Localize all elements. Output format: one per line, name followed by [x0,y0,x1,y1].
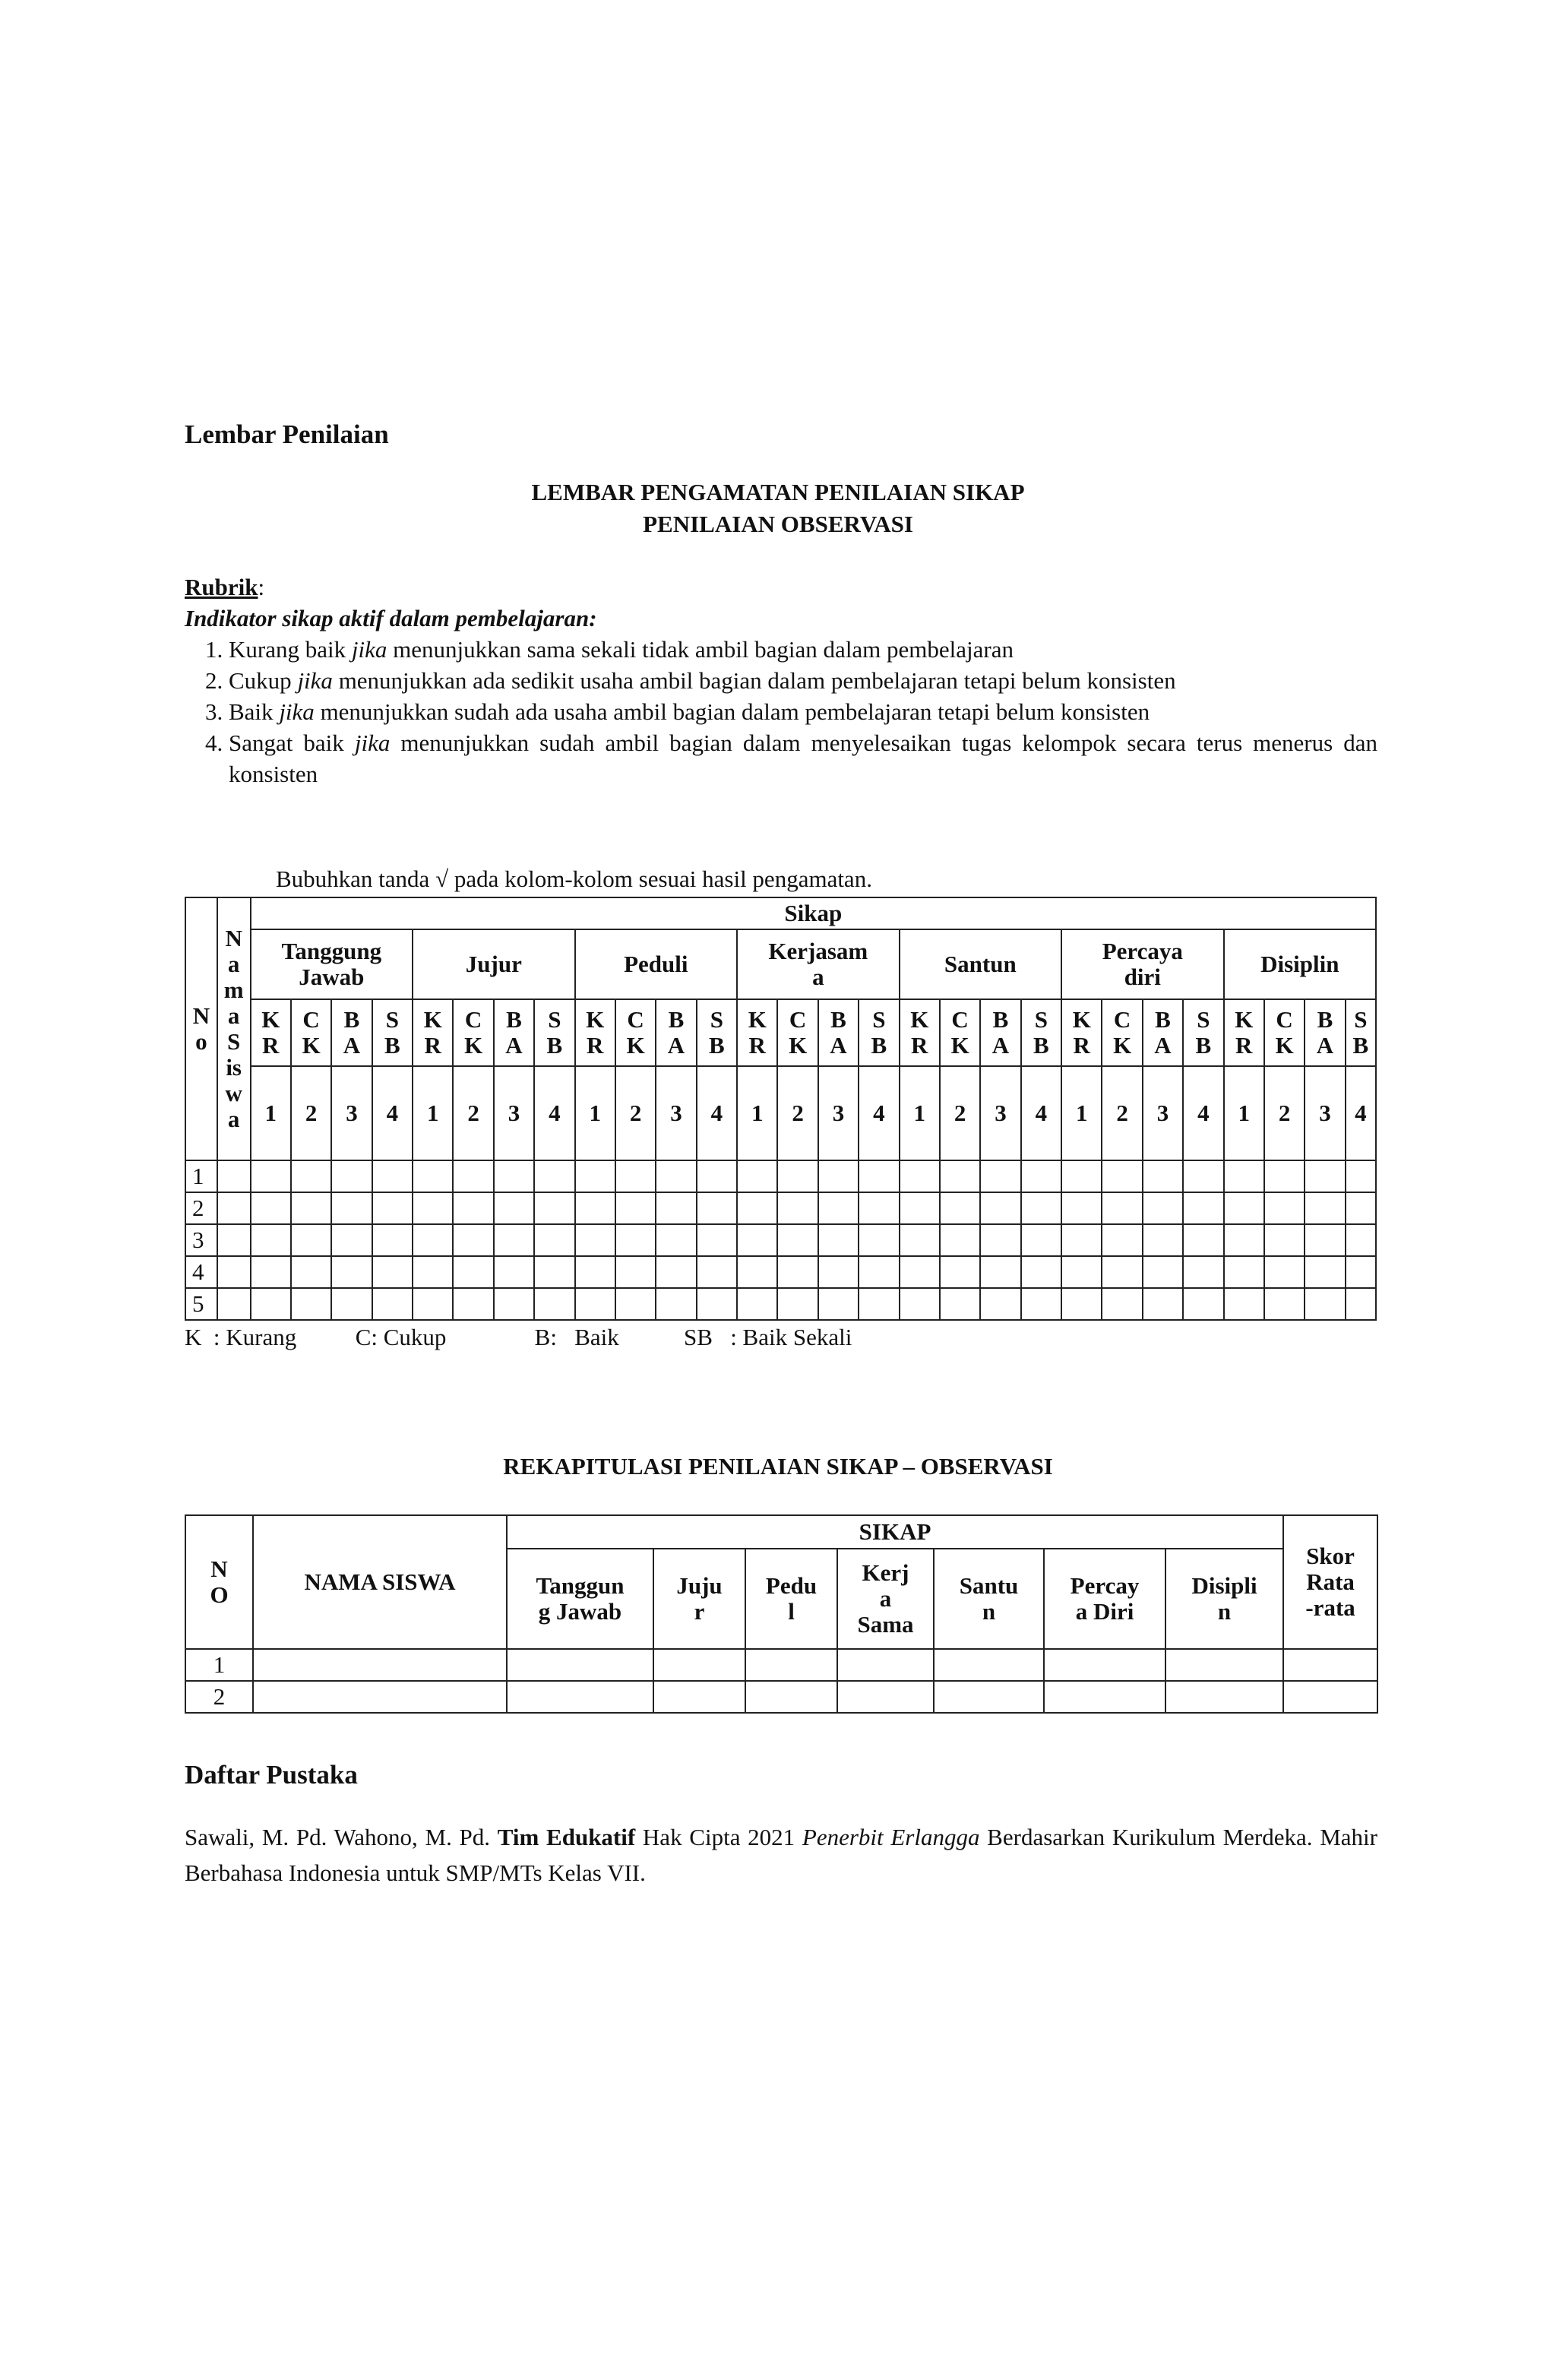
recap-cell[interactable] [1283,1649,1377,1681]
recap-cell[interactable] [253,1681,507,1713]
check-cell[interactable] [818,1288,859,1320]
check-cell[interactable] [737,1224,777,1256]
row-number: 3 [185,1224,217,1256]
check-cell[interactable] [980,1192,1020,1224]
check-cell[interactable] [1264,1192,1305,1224]
code-header: S B [1183,999,1223,1066]
check-cell[interactable] [777,1192,818,1224]
check-cell[interactable] [737,1256,777,1288]
check-cell[interactable] [615,1160,656,1192]
check-cell[interactable] [697,1160,737,1192]
no-header: N o [185,897,217,1160]
recap-table [185,1514,1378,1714]
check-cell[interactable] [1264,1256,1305,1288]
score-header: 4 [1021,1066,1061,1160]
check-cell[interactable] [615,1256,656,1288]
score-header: 4 [534,1066,574,1160]
score-header: 3 [1143,1066,1183,1160]
check-cell[interactable] [1021,1288,1061,1320]
score-header: 2 [453,1066,493,1160]
code-header: K R [900,999,940,1066]
recap-table-row [185,1649,1377,1681]
check-cell[interactable] [940,1256,980,1288]
table-row [185,1224,1376,1256]
score-header: 4 [372,1066,413,1160]
check-cell[interactable] [777,1224,818,1256]
check-cell[interactable] [217,1256,251,1288]
code-header: S B [859,999,899,1066]
check-cell[interactable] [331,1192,372,1224]
recap-no-header: N O [185,1515,253,1649]
check-cell[interactable] [697,1288,737,1320]
header-row-1 [185,897,1376,929]
score-header: 3 [331,1066,372,1160]
check-cell[interactable] [1305,1192,1345,1224]
check-cell[interactable] [1224,1288,1264,1320]
check-cell[interactable] [575,1224,615,1256]
check-cell[interactable] [1305,1224,1345,1256]
check-cell[interactable] [534,1192,574,1224]
code-header: C K [777,999,818,1066]
check-cell[interactable] [737,1160,777,1192]
code-header: S B [697,999,737,1066]
check-cell[interactable] [575,1160,615,1192]
check-cell[interactable] [777,1256,818,1288]
recap-score-header: Skor Rata -rata [1283,1515,1377,1649]
check-cell[interactable] [1061,1256,1102,1288]
recap-cell[interactable] [934,1649,1044,1681]
code-header: S B [372,999,413,1066]
check-cell[interactable] [980,1160,1020,1192]
recap-cell[interactable] [745,1681,837,1713]
check-cell[interactable] [940,1224,980,1256]
recap-cell[interactable] [653,1681,745,1713]
check-cell[interactable] [372,1288,413,1320]
check-cell[interactable] [331,1288,372,1320]
check-cell[interactable] [1102,1192,1142,1224]
score-header: 2 [777,1066,818,1160]
aspect-header: Santun [900,929,1062,999]
recap-cell[interactable] [1044,1649,1165,1681]
recap-cell[interactable] [1165,1681,1283,1713]
instruction-text: Bubuhkan tanda √ pada kolom-kolom sesuai hasil pengamatan. [276,866,872,892]
check-cell[interactable] [534,1160,574,1192]
recap-cell[interactable] [1283,1681,1377,1713]
doc-title-1: LEMBAR PENGAMATAN PENILAIAN SIKAP [531,479,1025,505]
aspect-header: Disiplin [1224,929,1376,999]
section-title: Lembar Penilaian [185,419,389,449]
aspect-header: Kerjasam a [737,929,900,999]
score-header: 3 [494,1066,534,1160]
check-cell[interactable] [494,1224,534,1256]
check-cell[interactable] [1021,1256,1061,1288]
score-header: 1 [737,1066,777,1160]
table-row [185,1192,1376,1224]
check-cell[interactable] [1224,1224,1264,1256]
code-header: C K [1264,999,1305,1066]
check-cell[interactable] [1102,1224,1142,1256]
check-cell[interactable] [1305,1288,1345,1320]
check-cell[interactable] [331,1224,372,1256]
check-cell[interactable] [1143,1256,1183,1288]
code-header: C K [615,999,656,1066]
check-cell[interactable] [1224,1160,1264,1192]
recap-cell[interactable] [837,1681,934,1713]
check-cell[interactable] [1224,1192,1264,1224]
table-row [185,1256,1376,1288]
aspect-header: Jujur [413,929,575,999]
table-row [185,1160,1376,1192]
check-cell[interactable] [737,1192,777,1224]
recap-cell[interactable] [507,1649,653,1681]
check-cell[interactable] [1143,1160,1183,1192]
recap-title: REKAPITULASI PENILAIAN SIKAP – OBSERVASI [503,1453,1053,1480]
row-number: 4 [185,1256,217,1288]
check-cell[interactable] [251,1160,291,1192]
check-cell[interactable] [291,1256,331,1288]
observation-table [185,897,1377,1321]
check-cell[interactable] [980,1224,1020,1256]
row-number: 2 [185,1192,217,1224]
check-cell[interactable] [372,1160,413,1192]
code-header: K R [737,999,777,1066]
code-header: C K [1102,999,1142,1066]
reference-entry: Sawali, M. Pd. Wahono, M. Pd. Tim Edukatif Hak Cipta 2021 Penerbit Erlangga Berdasarkan Kurikulum Merdeka. Mahir Berbahasa Indonesia untuk SMP/MTs Kelas VII. [185,1824,1377,1886]
recap-aspect-header: Percay a Diri [1044,1549,1165,1649]
check-cell[interactable] [980,1288,1020,1320]
code-header: B A [331,999,372,1066]
row-number: 1 [185,1160,217,1192]
name-header: N a m a S is w a [217,897,251,1160]
sikap-header: Sikap [251,897,1376,929]
recap-cell[interactable] [745,1649,837,1681]
check-cell[interactable] [1264,1288,1305,1320]
check-cell[interactable] [331,1256,372,1288]
check-cell[interactable] [818,1192,859,1224]
check-cell[interactable] [291,1192,331,1224]
check-cell[interactable] [1102,1256,1142,1288]
check-cell[interactable] [1021,1192,1061,1224]
rubrik-block [185,571,1377,790]
aspect-header: Percaya diri [1061,929,1224,999]
check-cell[interactable] [453,1288,493,1320]
check-cell[interactable] [615,1288,656,1320]
check-cell[interactable] [494,1192,534,1224]
score-header: 4 [697,1066,737,1160]
check-cell[interactable] [656,1288,696,1320]
code-header: K R [1224,999,1264,1066]
rubrik-colon: : [258,574,265,600]
check-cell[interactable] [940,1288,980,1320]
check-cell[interactable] [413,1256,453,1288]
check-cell[interactable] [656,1192,696,1224]
check-cell[interactable] [291,1288,331,1320]
recap-aspect-header: Tanggun g Jawab [507,1549,653,1649]
recap-aspect-header: Pedu l [745,1549,837,1649]
check-cell[interactable] [534,1256,574,1288]
code-header: B A [818,999,859,1066]
code-header: K R [575,999,615,1066]
recap-cell[interactable] [1044,1681,1165,1713]
check-cell[interactable] [859,1256,899,1288]
score-header: 1 [1224,1066,1264,1160]
recap-cell[interactable] [507,1681,653,1713]
score-header: 4 [859,1066,899,1160]
check-cell[interactable] [1346,1224,1376,1256]
check-cell[interactable] [217,1192,251,1224]
check-cell[interactable] [1102,1288,1142,1320]
check-cell[interactable] [697,1192,737,1224]
check-cell[interactable] [697,1256,737,1288]
header-row-4 [185,1066,1376,1160]
header-row-3 [185,999,1376,1066]
row-number: 5 [185,1288,217,1320]
check-cell[interactable] [697,1224,737,1256]
check-cell[interactable] [251,1192,291,1224]
check-cell[interactable] [1183,1256,1223,1288]
check-cell[interactable] [251,1256,291,1288]
check-cell[interactable] [217,1224,251,1256]
score-header: 1 [251,1066,291,1160]
check-cell[interactable] [1143,1224,1183,1256]
check-cell[interactable] [737,1288,777,1320]
check-cell[interactable] [534,1288,574,1320]
score-header: 2 [1264,1066,1305,1160]
check-cell[interactable] [413,1224,453,1256]
check-cell[interactable] [859,1288,899,1320]
code-header: B A [1305,999,1345,1066]
check-cell[interactable] [818,1256,859,1288]
check-cell[interactable] [331,1160,372,1192]
check-cell[interactable] [859,1160,899,1192]
check-cell[interactable] [980,1256,1020,1288]
recap-aspect-header: Kerj a Sama [837,1549,934,1649]
check-cell[interactable] [1264,1160,1305,1192]
rubrik-item-2: 2. Cukup jika menunjukkan ada sedikit usaha ambil bagian dalam pembelajaran tetapi belum konsisten [229,665,1377,696]
check-cell[interactable] [1346,1256,1376,1288]
check-cell[interactable] [575,1288,615,1320]
check-cell[interactable] [1061,1288,1102,1320]
score-header: 3 [656,1066,696,1160]
doc-title-2: PENILAIAN OBSERVASI [643,511,913,537]
check-cell[interactable] [940,1160,980,1192]
score-header: 1 [900,1066,940,1160]
check-cell[interactable] [859,1224,899,1256]
code-header: S B [1021,999,1061,1066]
check-cell[interactable] [1264,1224,1305,1256]
recap-cell[interactable] [1165,1649,1283,1681]
check-cell[interactable] [656,1256,696,1288]
legend-text: K : Kurang C: Cukup B: Baik SB : Baik Sekali [185,1324,852,1350]
code-header: S B [1346,999,1376,1066]
code-header: C K [291,999,331,1066]
recap-cell[interactable] [837,1649,934,1681]
code-header: C K [453,999,493,1066]
table-row [185,1288,1376,1320]
check-cell[interactable] [453,1224,493,1256]
rubrik-label: Rubrik [185,574,258,600]
recap-header-row-1 [185,1515,1377,1549]
check-cell[interactable] [291,1160,331,1192]
check-cell[interactable] [1183,1192,1223,1224]
score-header: 4 [1183,1066,1223,1160]
check-cell[interactable] [575,1192,615,1224]
check-cell[interactable] [494,1288,534,1320]
check-cell[interactable] [413,1192,453,1224]
recap-name-header: NAMA SISWA [253,1515,507,1649]
check-cell[interactable] [1021,1160,1061,1192]
check-cell[interactable] [900,1224,940,1256]
rubrik-list [185,634,1377,790]
check-cell[interactable] [291,1224,331,1256]
rubrik-item-4: 4. Sangat baik jika menunjukkan sudah ambil bagian dalam menyelesaikan tugas kelompok secara terus menerus dan konsisten [229,727,1377,790]
check-cell[interactable] [656,1224,696,1256]
check-cell[interactable] [372,1224,413,1256]
check-cell[interactable] [777,1160,818,1192]
check-cell[interactable] [1183,1288,1223,1320]
score-header: 1 [1061,1066,1102,1160]
code-header: K R [1061,999,1102,1066]
recap-aspect-header: Santu n [934,1549,1044,1649]
recap-cell[interactable] [934,1681,1044,1713]
references-title: Daftar Pustaka [185,1760,358,1790]
score-header: 1 [575,1066,615,1160]
check-cell[interactable] [656,1160,696,1192]
code-header: C K [940,999,980,1066]
check-cell[interactable] [494,1256,534,1288]
check-cell[interactable] [859,1192,899,1224]
check-cell[interactable] [900,1288,940,1320]
score-header: 2 [940,1066,980,1160]
check-cell[interactable] [575,1256,615,1288]
check-cell[interactable] [1021,1224,1061,1256]
code-header: B A [1143,999,1183,1066]
code-header: B A [494,999,534,1066]
check-cell[interactable] [413,1288,453,1320]
check-cell[interactable] [1061,1224,1102,1256]
check-cell[interactable] [372,1192,413,1224]
score-header: 1 [413,1066,453,1160]
check-cell[interactable] [1305,1160,1345,1192]
code-header: K R [251,999,291,1066]
code-header: B A [980,999,1020,1066]
recap-cell[interactable] [653,1649,745,1681]
score-header: 3 [980,1066,1020,1160]
check-cell[interactable] [900,1256,940,1288]
code-header: S B [534,999,574,1066]
check-cell[interactable] [818,1160,859,1192]
check-cell[interactable] [217,1288,251,1320]
recap-aspect-header: Juju r [653,1549,745,1649]
score-header: 2 [1102,1066,1142,1160]
check-cell[interactable] [372,1256,413,1288]
score-header: 4 [1346,1066,1376,1160]
code-header: B A [656,999,696,1066]
check-cell[interactable] [818,1224,859,1256]
check-cell[interactable] [940,1192,980,1224]
check-cell[interactable] [453,1256,493,1288]
check-cell[interactable] [777,1288,818,1320]
score-header: 2 [615,1066,656,1160]
rubrik-item-1: 1. Kurang baik jika menunjukkan sama sekali tidak ambil bagian dalam pembelajaran [229,634,1377,665]
check-cell[interactable] [217,1160,251,1192]
check-cell[interactable] [1346,1192,1376,1224]
check-cell[interactable] [251,1288,291,1320]
check-cell[interactable] [453,1160,493,1192]
check-cell[interactable] [494,1160,534,1192]
check-cell[interactable] [413,1160,453,1192]
rubrik-item-3: 3. Baik jika menunjukkan sudah ada usaha ambil bagian dalam pembelajaran tetapi belum konsisten [229,696,1377,727]
check-cell[interactable] [1183,1224,1223,1256]
score-header: 3 [1305,1066,1345,1160]
aspect-header: Peduli [575,929,738,999]
check-cell[interactable] [1061,1192,1102,1224]
check-cell[interactable] [1305,1256,1345,1288]
check-cell[interactable] [615,1192,656,1224]
score-header: 2 [291,1066,331,1160]
code-header: K R [413,999,453,1066]
check-cell[interactable] [1061,1160,1102,1192]
check-cell[interactable] [453,1192,493,1224]
rubrik-indicator: Indikator sikap aktif dalam pembelajaran: [185,605,597,631]
recap-aspect-header: Disipli n [1165,1549,1283,1649]
header-row-2 [185,929,1376,999]
recap-table-row [185,1681,1377,1713]
recap-cell[interactable] [253,1649,507,1681]
check-cell[interactable] [251,1224,291,1256]
check-cell[interactable] [1183,1160,1223,1192]
check-cell[interactable] [1143,1288,1183,1320]
check-cell[interactable] [1143,1192,1183,1224]
check-cell[interactable] [900,1192,940,1224]
check-cell[interactable] [1224,1256,1264,1288]
aspect-header: Tanggung Jawab [251,929,413,999]
recap-sikap-header: SIKAP [507,1515,1283,1549]
check-cell[interactable] [1102,1160,1142,1192]
recap-row-number: 1 [185,1649,253,1681]
score-header: 3 [818,1066,859,1160]
check-cell[interactable] [1346,1288,1376,1320]
check-cell[interactable] [615,1224,656,1256]
check-cell[interactable] [534,1224,574,1256]
check-cell[interactable] [900,1160,940,1192]
recap-row-number: 2 [185,1681,253,1713]
check-cell[interactable] [1346,1160,1376,1192]
